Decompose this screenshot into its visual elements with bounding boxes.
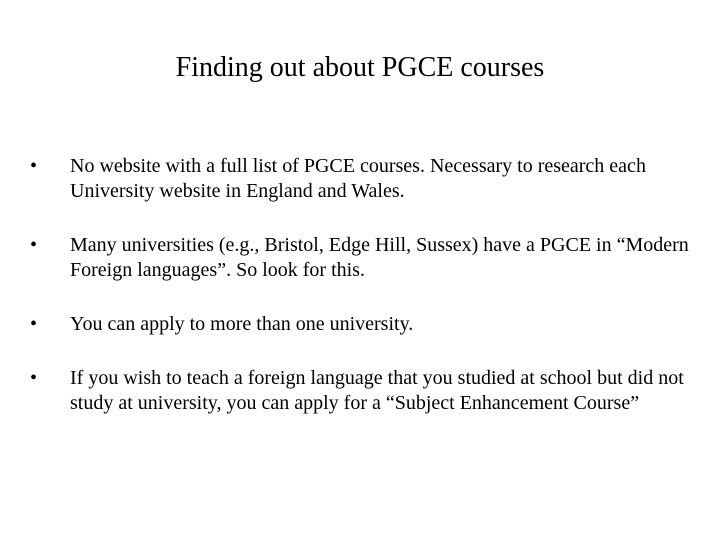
bullet-text: If you wish to teach a foreign language that you studied at school but did not study at university, you can apply for a “Subject Enhancement Course” bbox=[70, 367, 684, 414]
slide-title: Finding out about PGCE courses bbox=[175, 52, 545, 83]
bullet-item bbox=[30, 312, 690, 337]
bullet-text: You can apply to more than one university. bbox=[70, 313, 414, 335]
bullet-text: Many universities (e.g., Bristol, Edge Hill, Sussex) have a PGCE in “Modern Foreign languages”. So look for this. bbox=[70, 234, 689, 281]
bullet-text: No website with a full list of PGCE courses. Necessary to research each University website in England and Wales. bbox=[70, 155, 646, 202]
bullet-list bbox=[30, 154, 690, 416]
bullet-item bbox=[30, 154, 690, 204]
bullet-icon: • bbox=[30, 313, 38, 335]
bullet-item bbox=[30, 233, 690, 283]
bullet-icon: • bbox=[30, 234, 38, 256]
bullet-item bbox=[30, 366, 690, 416]
bullet-icon: • bbox=[30, 367, 38, 389]
bullet-icon: • bbox=[30, 155, 38, 177]
